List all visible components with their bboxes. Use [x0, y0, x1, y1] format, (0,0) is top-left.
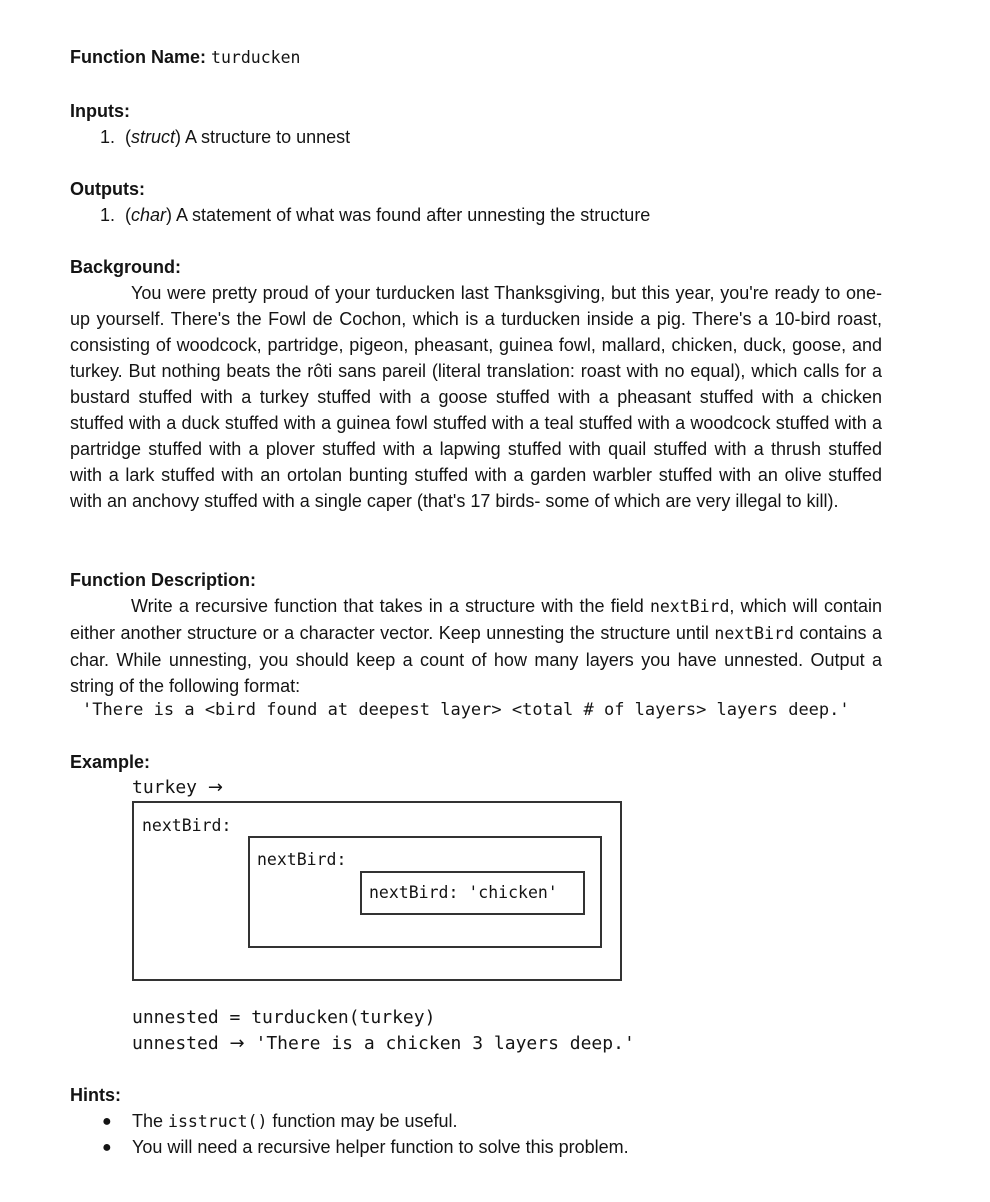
- example-result-var: unnested: [132, 1033, 219, 1054]
- outputs-item-type: char: [131, 205, 167, 225]
- inputs-item-text: A structure to unnest: [185, 127, 351, 147]
- background-heading: Background:: [70, 257, 182, 277]
- example-heading: Example:: [70, 752, 151, 772]
- hint-1-post: function may be useful.: [272, 1111, 458, 1131]
- function-name-label: Function Name:: [70, 47, 207, 67]
- hint-item-2: You will need a recursive helper function to solve this problem.: [132, 1137, 629, 1157]
- background-paragraph: [70, 280, 882, 514]
- fd-text-2: , which will contain either another structure or a character vector. Keep unnesting the structure until: [70, 596, 882, 643]
- hint-item-1: [132, 1111, 458, 1132]
- fd-field-1: nextBird: [649, 597, 730, 616]
- middle-struct-box: [248, 836, 602, 948]
- arrow-icon: →: [207, 777, 223, 798]
- fd-text-1: Write a recursive function that takes in a structure with the field: [131, 596, 644, 616]
- example-code-line-1: unnested = turducken(turkey): [132, 1007, 436, 1028]
- outputs-heading: Outputs:: [70, 179, 145, 199]
- example-var-line: [132, 777, 223, 798]
- bullet-icon: ●: [102, 1113, 112, 1130]
- hint-1-code: isstruct(): [168, 1112, 268, 1131]
- bullet-icon: ●: [102, 1139, 112, 1156]
- middle-struct-label: nextBird:: [257, 850, 347, 869]
- output-format-string: 'There is a <bird found at deepest layer> <total # of layers> layers deep.': [82, 700, 850, 720]
- outer-struct-box: [132, 801, 622, 981]
- outer-struct-label: nextBird:: [142, 816, 232, 835]
- inputs-item-number: 1.: [100, 127, 116, 147]
- function-name-line: [70, 47, 300, 68]
- function-description-paragraph: [70, 593, 882, 699]
- inner-struct-label: nextBird: 'chicken': [369, 883, 558, 902]
- background-text: You were pretty proud of your turducken last Thanksgiving, but this year, you're ready to one-up yourself. There's the Fowl de Cochon, which is a turducken inside a pig. There's a 10-bird roast, consisting of woodcock, partridge, pigeon, pheasant, guinea fowl, mallard, chicken, duck, goose, and turkey. But nothing beats the rôti sans pareil (literal translation: roast with no equal), which calls for a bustard stuffed with a turkey stuffed with a goose stuffed with a pheasant stuffed with a chicken stuffed with a duck stuffed with a guinea fowl stuffed with a teal stuffed with a woodcock stuffed with a partridge stuffed with a plover stuffed with a lapwing stuffed with quail stuffed with a thrush stuffed with a lark stuffed with an ortolan bunting stuffed with a garden warbler stuffed with an olive stuffed with an anchovy stuffed with a single caper (that's 17 birds- some of which are very illegal to kill).: [70, 283, 882, 511]
- fd-field-2: nextBird: [714, 624, 794, 643]
- hint-1-pre: The: [132, 1111, 164, 1131]
- function-description-heading: Function Description:: [70, 570, 256, 590]
- inputs-item-1: 1. (struct) A structure to unnest: [100, 127, 351, 147]
- hints-heading: Hints:: [70, 1085, 121, 1105]
- example-var-name: turkey: [132, 777, 198, 798]
- example-code-line-2: [132, 1033, 635, 1054]
- outputs-item-text: A statement of what was found after unnesting the structure: [176, 205, 651, 225]
- inputs-item-type: struct: [131, 127, 176, 147]
- inputs-heading: Inputs:: [70, 101, 130, 121]
- example-result-value: 'There is a chicken 3 layers deep.': [255, 1033, 635, 1054]
- function-name-value: turducken: [211, 48, 301, 67]
- arrow-icon: →: [229, 1033, 245, 1054]
- inner-struct-box: [360, 871, 585, 915]
- fd-text-3: contains a char. While unnesting, you should keep a count of how many layers you have unnested. Output a string of the following format:: [70, 623, 882, 696]
- outputs-item-number: 1.: [100, 205, 116, 225]
- outputs-item-1: 1. (char) A statement of what was found after unnesting the structure: [100, 205, 651, 225]
